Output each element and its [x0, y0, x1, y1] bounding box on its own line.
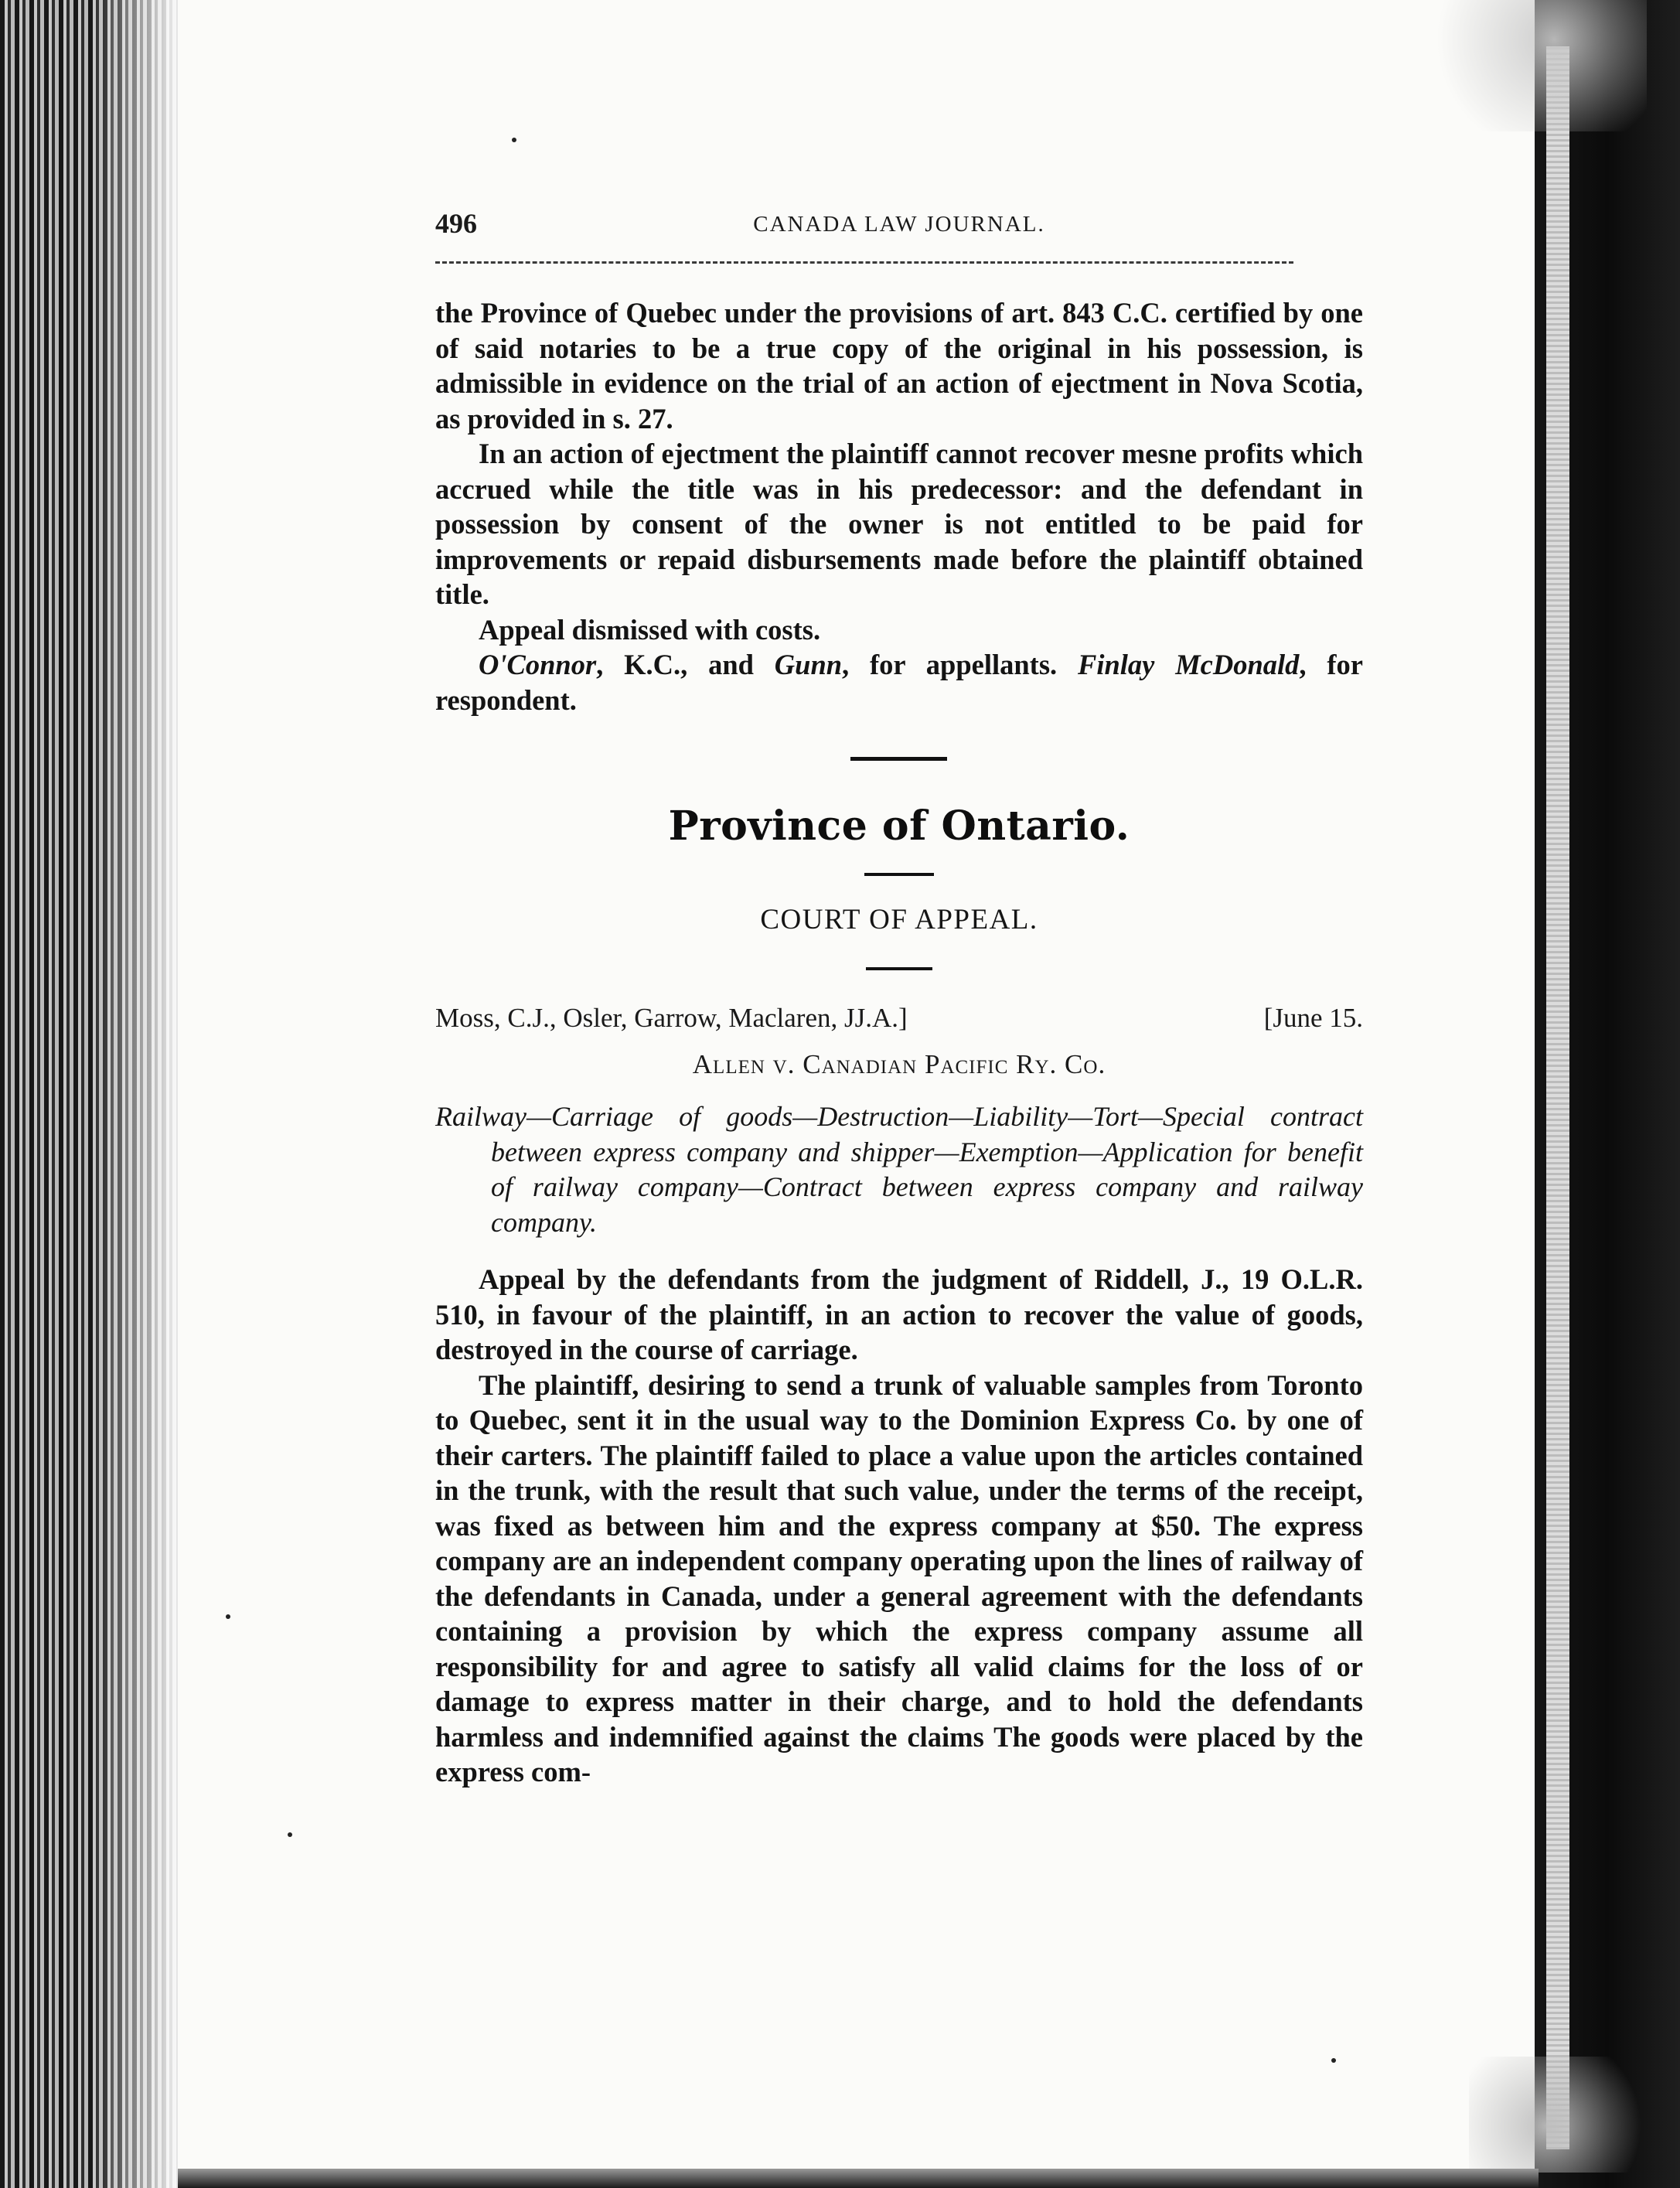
case-name: Allen v. Canadian Pacific Ry. Co.	[692, 1049, 1106, 1079]
counsel-name: Gunn	[774, 649, 843, 680]
court-heading: COURT OF APPEAL.	[760, 904, 1038, 936]
scan-speck	[226, 1614, 230, 1619]
decision-date: [June 15.	[1263, 1003, 1363, 1033]
scan-speck	[288, 1832, 292, 1837]
counsel-text: , K.C., and	[596, 649, 775, 680]
bench-line	[435, 1003, 1363, 1034]
heading-rule	[866, 967, 932, 970]
scan-noise-top	[1415, 0, 1647, 131]
page-number: 496	[435, 208, 477, 239]
scan-speck	[1331, 2058, 1336, 2063]
scan-noise-bottom	[1469, 2057, 1662, 2173]
opening-text	[435, 295, 1363, 717]
judgment-text	[435, 1262, 1363, 1790]
section-rule	[850, 757, 947, 761]
opening-paragraph: In an action of ejectment the plaintiff cannot recover mesne profits which accrued while the title was in his predecessor: and the defendant in possession by consent of the owner is not entitled to be paid for improvements or repaid disbursements made before the plaintiff obtained title.	[435, 438, 1363, 610]
running-head	[435, 207, 1363, 246]
opening-paragraph: the Province of Quebec under the provisions of art. 843 C.C. certified by one of said notaries to be a true copy of the original in his possession, is admissible in evidence on the trial of an action of ejectment in Nova Scotia, as provided in s. 27.	[435, 297, 1363, 435]
journal-title: CANADA LAW JOURNAL.	[753, 212, 1045, 237]
headnote-catchwords: Railway—Carriage of goods—Destruction—Liability—Tort—Special contract between express company and shipper—Exemption—Application for benefit of railway company—Contract between express company and railway company.	[435, 1101, 1363, 1238]
heading-rule	[864, 873, 934, 876]
counsel-name: Finlay McDonald	[1078, 649, 1300, 680]
counsel-text: , for appellants.	[842, 649, 1078, 680]
body-paragraph: Appeal by the defendants from the judgment of Riddell, J., 19 O.L.R. 510, in favour of the plaintiff, in an action to recover the value of goods, destroyed in the course of carriage.	[435, 1263, 1363, 1365]
counsel-name: O'Connor	[479, 649, 597, 680]
province-heading: Province of Ontario.	[668, 803, 1130, 850]
scan-speck	[512, 138, 516, 142]
page-edge-stack	[1546, 46, 1569, 2149]
judges-list: Moss, C.J., Osler, Garrow, Maclaren, JJ.A.]	[435, 1003, 908, 1033]
body-paragraph: The plaintiff, desiring to send a trunk of valuable samples from Toronto to Quebec, sent it in the usual way to the Dominion Express Co. by one of their carters. The plaintiff failed to place a value upon the articles contained in the trunk, with the result that such value, under the terms of the receipt, was fixed as between him and the express company at $50. The express company are an independent company operating upon the lines of railway of the defendants in Canada, under a general agreement with the defendants containing a provision by which the express company assume all responsibility for and agree to satisfy all valid claims for the loss of or damage to express matter in their charge, and to hold the defendants harmless and indemnified against the claims The goods were placed by the express com-	[435, 1368, 1363, 1788]
counsel-text: , for respondent.	[435, 649, 1363, 716]
counsel-line	[435, 647, 1363, 717]
header-rule	[435, 261, 1293, 264]
disposition-line: Appeal dismissed with costs.	[479, 613, 821, 646]
page-bottom-edge	[178, 2169, 1539, 2188]
